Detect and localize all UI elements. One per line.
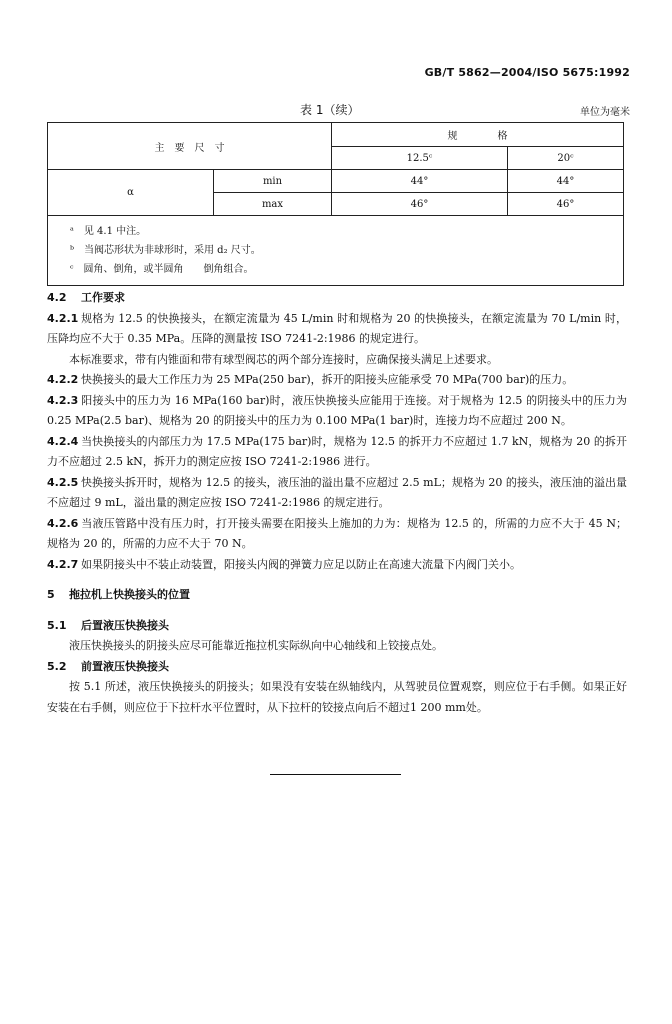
clause: 4.2.2 快换接头的最大工作压力为 25 MPa(250 bar)，拆开的阳接头应能承受 70 MPa(700 bar)的压力。 [47,373,574,386]
row-value: 46° [508,193,624,216]
clause: 4.2.1 规格为 12.5 的快换接头，在额定流量为 45 L/min 时和规格为 20 的快换接头，在额定流量为 70 L/min 时，压降均应不大于 0.35 MPa。压降的测量按 ISO 7241-2:1986 的规定进行。 [47,311,627,345]
paragraph: 液压快换接头的阴接头应尽可能靠近拖拉机实际纵向中心轴线和上铰接点处。 [69,639,443,652]
end-rule [270,774,401,775]
page-header [0,66,672,82]
table-caption [0,101,672,117]
table-notes-row [48,216,624,286]
row-symbol-cell [48,170,214,216]
table-notes [48,216,624,286]
head-spec-label: 规 格 [447,131,508,142]
head-spec-cell [332,123,624,147]
head-main-cell [48,123,332,170]
clause: 4.2.7 如果阴接头中不装止动装置，阳接头内阀的弹簧力应足以防止在高速大流量下内阀门关小。 [47,557,521,571]
table-title: 表 1（续） [300,103,360,117]
row-value: 44° [332,170,508,193]
table-note: ᵃ 见 4.1 中注。 [70,226,147,237]
clause: 4.2.4 当快换接头的内部压力为 17.5 MPa(175 bar)时，规格为 12.5 的拆开力不应超过 1.7 kN，规格为 20 的拆开力不应超过 2.5 kN，拆开力的测定应按 ISO 7241-2:1986 进行。 [47,434,627,468]
section-heading: 5 拖拉机上快换接头的位置 [47,588,190,601]
spec-1-cell [332,147,508,170]
row-label: min [214,170,332,193]
clause: 4.2.6 当液压管路中没有压力时，打开接头需要在阳接头上施加的力为：规格为 12.5 的，所需的力应不大于 45 N；规格为 20 的，所需的力应不大于 70 N。 [47,516,627,550]
standard-number: GB/T 5862—2004/ISO 5675:1992 [424,66,630,79]
row-symbol: α [127,187,134,198]
spec-2-cell [508,147,624,170]
section-heading: 4.2 工作要求 [47,291,125,304]
paragraph: 本标准要求，带有内锥面和带有球型阀芯的两个部分连接时，应确保接头满足上述要求。 [69,352,498,366]
dimension-table [47,122,624,286]
row-value: 46° [332,193,508,216]
spec-1: 12.5ᶜ [406,152,433,164]
clause: 4.2.5 快换接头拆开时，规格为 12.5 的接头，液压油的溢出量不应超过 2.5 mL；规格为 20 的接头，液压油的溢出量不应超过 9 mL，溢出量的测定应按 ISO 7241-2:1986 的规定进行。 [47,475,627,509]
table-row [48,170,624,193]
table-note: ᶜ 圆角、倒角，或半圆角 倒角组合。 [70,264,254,275]
paragraph: 按 5.1 所述，液压快换接头的阴接头；如果没有安装在纵轴线内，从驾驶员位置观察，则应位于右手侧。如果正好安装在右手侧，则应位于下拉杆水平位置时，从下拉杆的铰接点向后不超过1 200 mm处。 [47,680,627,714]
spec-2: 20ᶜ [557,152,574,164]
clause: 4.2.3 阳接头中的压力为 16 MPa(160 bar)时，液压快换接头应能用于连接。对于规格为 12.5 的阴接头中的压力为 0.25 MPa(2.5 bar)、规格为 20 的阴接头中的压力为 0.100 MPa(1 bar)时，连接力均不应超过 200 N。 [47,393,627,427]
head-main-label: 主 要 尺 寸 [154,142,225,154]
document-body [47,288,627,718]
table-header-row [48,123,624,147]
table-note: ᵇ 当阀芯形状为非球形时，采用 d₂ 尺寸。 [70,245,261,256]
subsection-heading: 5.2 前置液压快换接头 [47,659,169,673]
table-unit: 单位为毫米 [580,107,630,118]
subsection-heading: 5.1 后置液压快换接头 [47,618,169,632]
row-label: max [214,193,332,216]
row-value: 44° [508,170,624,193]
